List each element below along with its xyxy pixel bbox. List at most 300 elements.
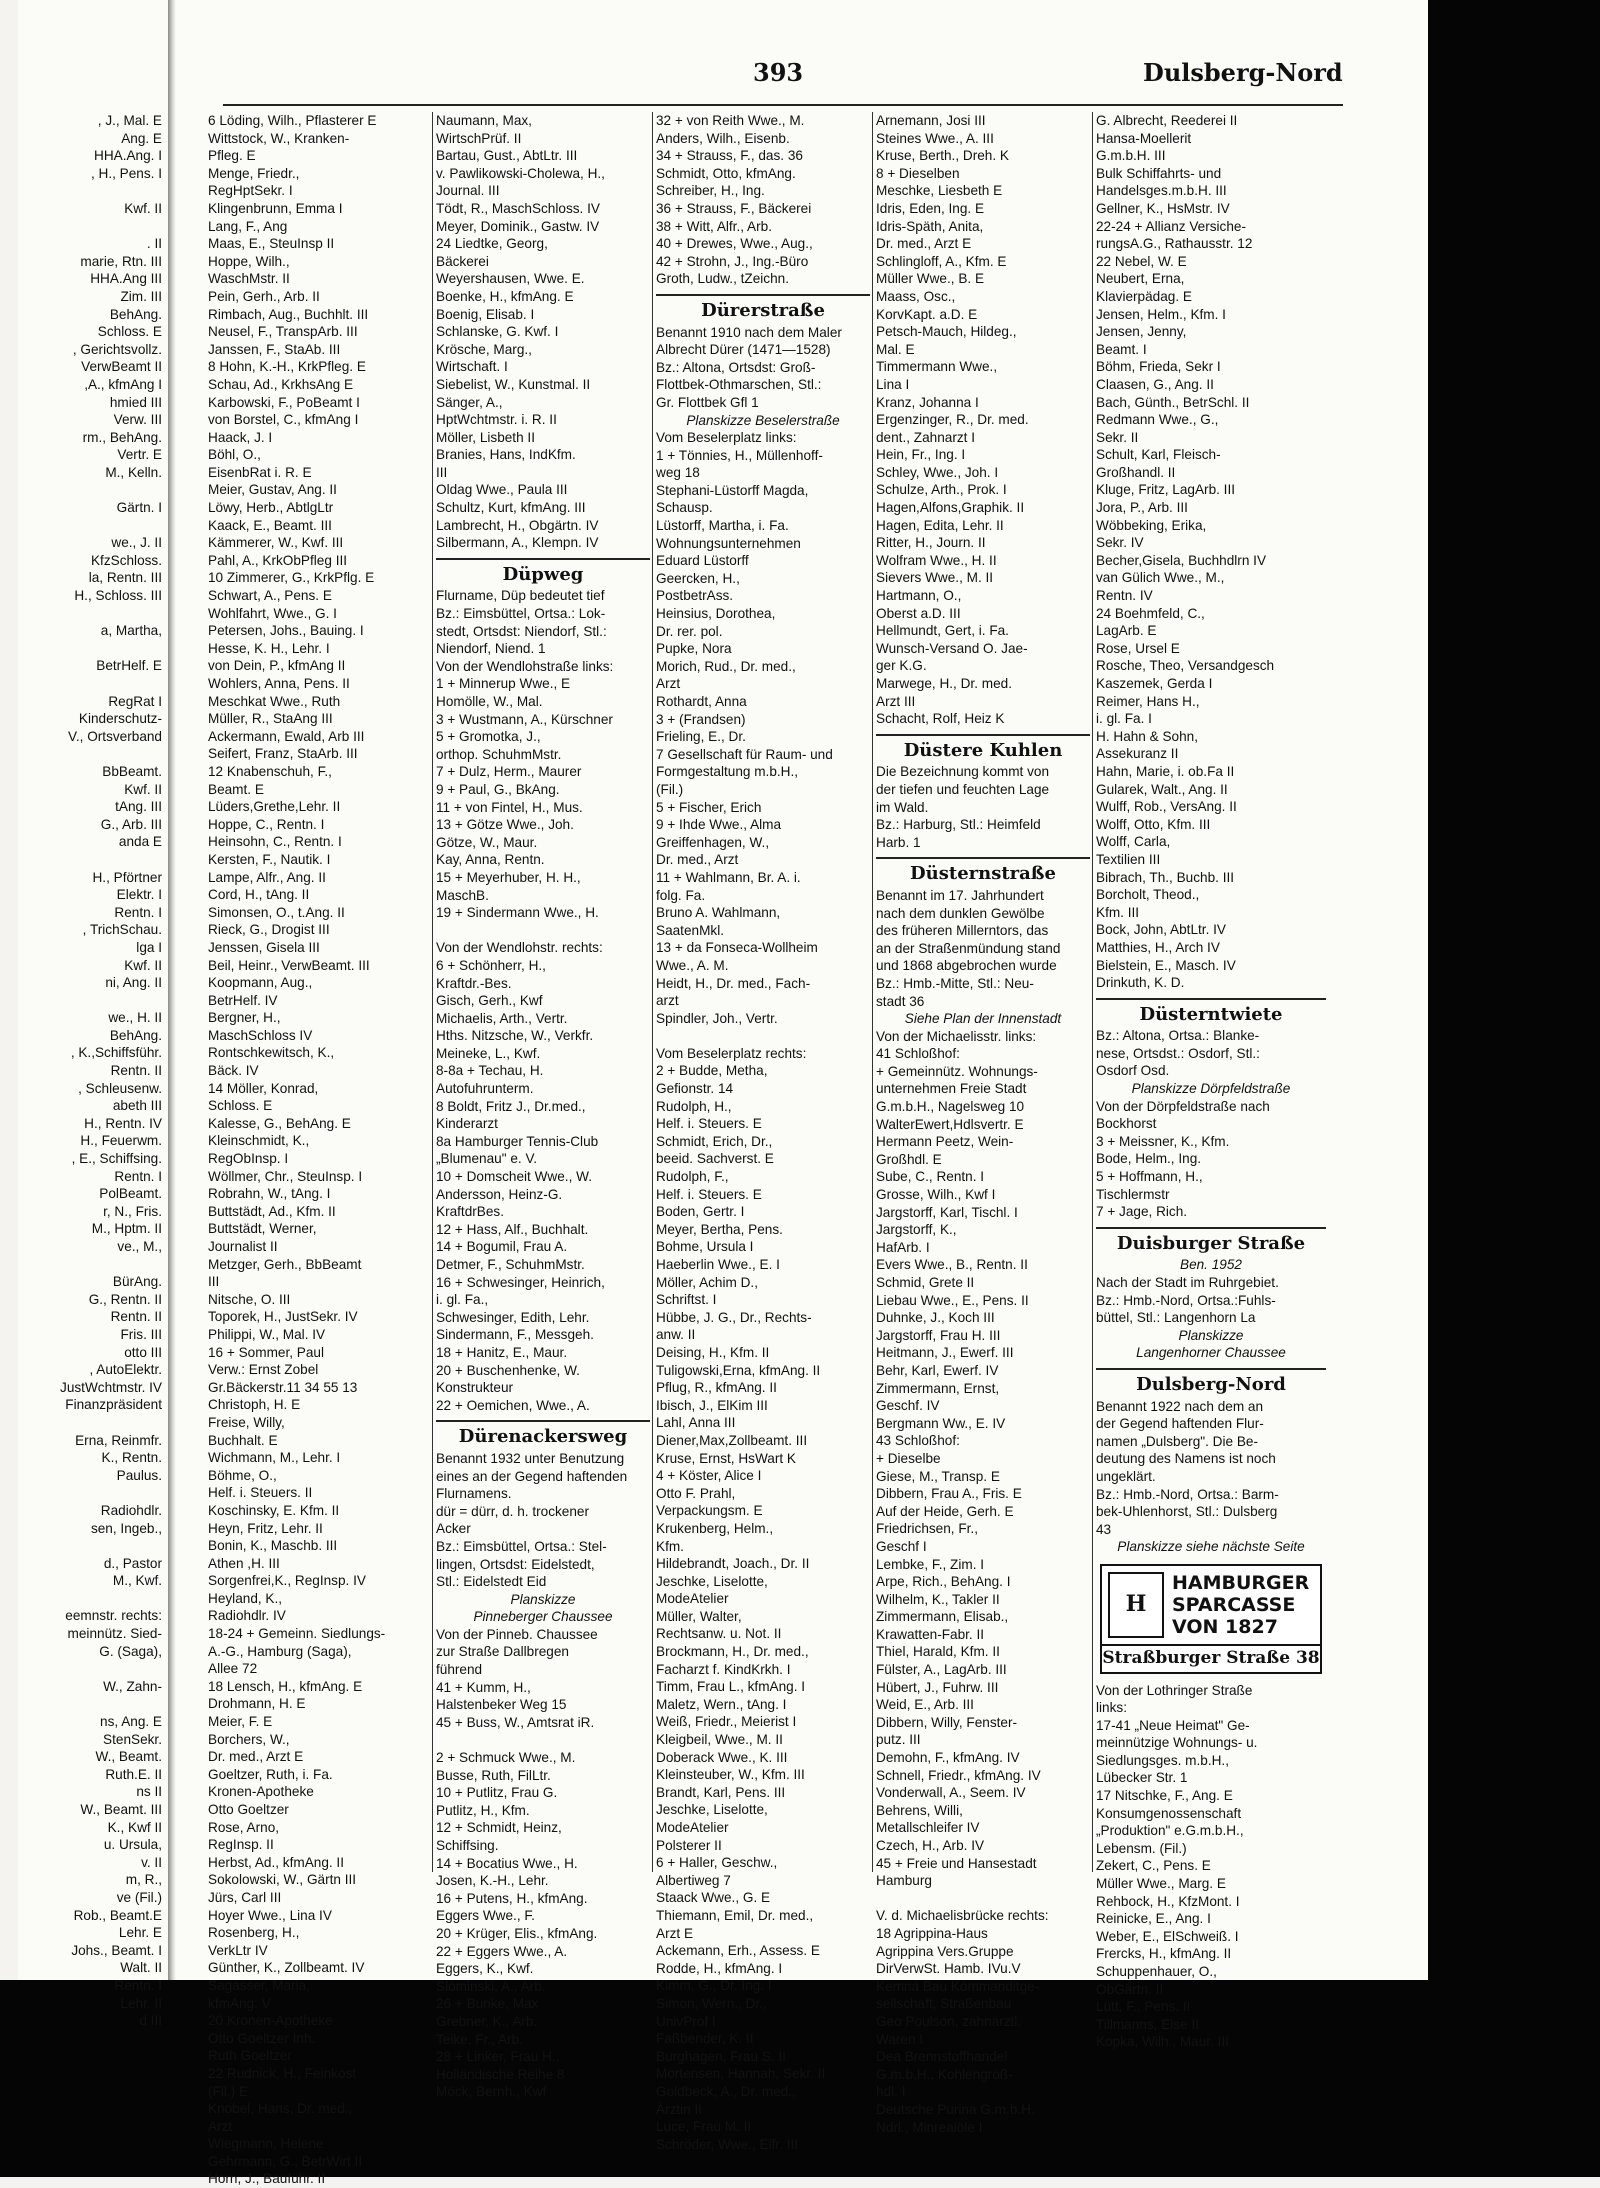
directory-entry: Kleinsteuber, W., Kfm. III xyxy=(656,1767,805,1783)
directory-entry: Kay, Anna, Rentn. xyxy=(436,852,545,868)
directory-entry: Dr. rer. pol. xyxy=(656,623,723,639)
directory-entry: Friedrichsen, Fr., xyxy=(876,1521,978,1537)
directory-entry: Brockmann, H., Dr. med., xyxy=(656,1644,809,1660)
directory-column-5 xyxy=(1096,112,1326,2050)
plan-note: Siehe Plan der Innenstadt xyxy=(904,1011,1062,1027)
fragment-line: Kwf. II xyxy=(124,957,162,973)
directory-entry: Benannt 1932 unter Benutzung xyxy=(436,1450,625,1466)
book-gutter xyxy=(168,0,176,1980)
directory-entry: Goldbeck, A., Dr. med., xyxy=(656,2083,796,2099)
directory-entry: Bz.: Hmb.-Nord, Ortsa.: Barm- xyxy=(1096,1486,1279,1502)
street-heading: Dürerstraße xyxy=(656,294,870,320)
fragment-line xyxy=(18,182,166,200)
directory-entry: Gefionstr. 14 xyxy=(656,1081,734,1097)
directory-entry: 9 + Ihde Wwe., Alma xyxy=(656,817,782,833)
fragment-line: , K.,Schiffsführ. xyxy=(70,1045,162,1061)
directory-entry xyxy=(656,1027,870,1045)
directory-entry: Schloss. E xyxy=(208,1098,273,1114)
directory-entry: Horn, J., Bauführ. II xyxy=(208,2171,326,2187)
directory-entry: Niendorf, Niend. 1 xyxy=(436,641,546,657)
directory-entry: Zimmermann, Ernst, xyxy=(876,1380,1000,1396)
directory-entry: Jenssen, Gisela III xyxy=(208,939,320,955)
directory-entry: Helf. i. Steuers. E xyxy=(656,1186,762,1202)
fragment-line: StenSekr. xyxy=(103,1731,162,1747)
directory-entry: Giese, M., Transp. E xyxy=(876,1468,1000,1484)
ad-line-1: HAMBURGER xyxy=(1172,1571,1310,1594)
bank-advertisement xyxy=(1100,1564,1322,1674)
fragment-line: Ruth.E. II xyxy=(105,1766,162,1782)
directory-entry: Wiegmann, Helene xyxy=(208,2136,324,2152)
directory-entry: Hermann Peetz, Wein- xyxy=(876,1134,1014,1150)
directory-entry: Kranz, Johanna I xyxy=(876,394,979,410)
directory-entry: Harb. 1 xyxy=(876,834,921,850)
directory-entry: Arzt xyxy=(656,676,681,692)
directory-entry: KorvKapt. a.D. E xyxy=(876,306,978,322)
directory-entry: Stl.: Eidelstedt Eid xyxy=(436,1574,547,1590)
directory-entry: Borchers, W., xyxy=(208,1731,290,1747)
fragment-line: Schloss. E xyxy=(97,324,162,340)
directory-entry: 13 + Götze Wwe., Joh. xyxy=(436,817,574,833)
directory-entry: Evers Wwe., B., Rentn. II xyxy=(876,1257,1028,1273)
directory-entry: 9 + Paul, G., BkAng. xyxy=(436,781,560,797)
directory-entry: 45 + Buss, W., Amtsrat iR. xyxy=(436,1714,595,1730)
directory-entry: Slominski, A., Arb. xyxy=(436,1978,546,1994)
directory-column-1 xyxy=(208,112,430,2187)
directory-entry: Wulff, Rob., VersAng. II xyxy=(1096,799,1237,815)
directory-entry: Meier, Gustav, Ang. II xyxy=(208,482,337,498)
directory-entry: Jensen, Helm., Kfm. I xyxy=(1096,306,1226,322)
directory-entry: Teike, Fr., Arb. xyxy=(436,2031,523,2047)
directory-entry: Ritter, H., Journ. II xyxy=(876,535,986,551)
directory-entry: Geercken, H., xyxy=(656,570,740,586)
directory-entry: Silbermann, A., Klempn. IV xyxy=(436,535,599,551)
directory-entry: Lina I xyxy=(876,376,910,392)
fragment-line: BbBeamt. xyxy=(102,763,162,779)
directory-entry: Haeberlin Wwe., E. I xyxy=(656,1257,780,1272)
directory-entry: Von der Lothringer Straße xyxy=(1096,1682,1253,1698)
directory-entry: Wolfram Wwe., H. II xyxy=(876,552,997,568)
plan-note: Planskizze Beselerstraße xyxy=(686,412,840,428)
directory-entry: Thiel, Harald, Kfm. II xyxy=(876,1644,1000,1660)
directory-entry: Großhdl. E xyxy=(876,1151,942,1167)
directory-entry: hdl. I xyxy=(876,2084,906,2100)
directory-entry: Krawatten-Fabr. II xyxy=(876,1626,985,1642)
directory-entry: Lübecker Str. 1 xyxy=(1096,1770,1188,1786)
directory-entry: 7 + Dulz, Herm., Maurer xyxy=(436,764,582,780)
directory-entry: Klavierpädag. E xyxy=(1096,288,1192,304)
directory-entry: Flurname, Düp bedeutet tief xyxy=(436,588,605,604)
directory-entry: Philippi, W., Mal. IV xyxy=(208,1326,326,1342)
directory-entry: Rieck, G., Drogist III xyxy=(208,922,330,938)
fragment-line: W., Beamt. III xyxy=(80,1802,162,1817)
directory-entry: Ibisch, J., ElKim III xyxy=(656,1397,768,1413)
directory-entry: 32 + von Reith Wwe., M. xyxy=(656,113,805,128)
directory-entry: Zekert, C., Pens. E xyxy=(1096,1858,1211,1874)
directory-entry: Behr, Karl, Ewerf. IV xyxy=(876,1362,999,1378)
fragment-line: H., Rentn. IV xyxy=(84,1115,162,1131)
directory-entry: Rechtsanw. u. Not. II xyxy=(656,1626,782,1642)
directory-entry: Gisch, Gerh., Kwf xyxy=(436,993,543,1009)
directory-entry: 8-8a + Techau, H. xyxy=(436,1063,544,1079)
directory-entry: Gularek, Walt., Ang. II xyxy=(1096,781,1228,797)
directory-entry: Dibbern, Frau A., Fris. E xyxy=(876,1486,1022,1502)
directory-entry: 5 + Hoffmann, H., xyxy=(1096,1169,1203,1185)
directory-entry: 12 Knabenschuh, F., xyxy=(208,763,332,779)
directory-entry: Weiß, Friedr., Meierist I xyxy=(656,1714,797,1730)
directory-entry: Koopmann, Aug., xyxy=(208,975,313,991)
directory-entry: Reinicke, E., Ang. I xyxy=(1096,1911,1211,1927)
directory-entry: 40 + Drewes, Wwe., Aug., xyxy=(656,236,813,252)
directory-entry: 7 + Jage, Rich. xyxy=(1096,1204,1188,1220)
directory-entry: Stephani-Lüstorff Magda, xyxy=(656,482,809,498)
directory-entry: Wolff, Otto, Kfm. III xyxy=(1096,816,1211,832)
directory-entry: Hein, Fr., Ing. I xyxy=(876,447,966,463)
directory-entry: (Fil.) xyxy=(656,781,684,797)
directory-entry: „Produktion" e.G.m.b.H., xyxy=(1096,1823,1244,1839)
directory-entry: Dr. med., Arzt xyxy=(656,852,739,868)
directory-entry: Wwe., A. M. xyxy=(656,957,729,973)
directory-entry: Weber, E., ElSchweiß. I xyxy=(1096,1928,1239,1944)
directory-entry: Schuppenhauer, O., xyxy=(1096,1964,1217,1979)
directory-entry: Deutsche Purina G.m.b.H. xyxy=(876,2101,1035,2117)
directory-entry: DirVerwSt. Hamb. IVu.V xyxy=(876,1961,1021,1977)
directory-entry: Schausp. xyxy=(656,500,713,516)
directory-entry: Hübbe, J. G., Dr., Rechts- xyxy=(656,1309,812,1325)
directory-entry: Acker xyxy=(436,1521,471,1537)
directory-entry: Müller Wwe., Marg. E xyxy=(1096,1876,1226,1892)
directory-entry: Goeltzer, Ruth, i. Fa. xyxy=(208,1766,333,1782)
directory-entry: 43 xyxy=(1096,1521,1112,1537)
directory-entry: Bruno A. Wahlmann, xyxy=(656,905,781,921)
directory-entry: Schröder, Wwe., Elfr. III xyxy=(656,2136,799,2152)
fragment-line: Zim. III xyxy=(120,288,162,304)
directory-entry: Bulk Schiffahrts- und xyxy=(1096,165,1222,181)
directory-entry: Agrippina Vers.Gruppe xyxy=(876,1943,1014,1959)
fragment-line: v. II xyxy=(141,1854,162,1870)
directory-entry: im Wald. xyxy=(876,799,929,815)
directory-entry: Morich, Rud., Dr. med., xyxy=(656,658,796,674)
directory-entry: Hagen,Alfons,Graphik. II xyxy=(876,500,1025,516)
header-rule xyxy=(223,104,1343,106)
directory-entry: VerkLtr IV xyxy=(208,1942,268,1958)
fragment-line: G. (Saga), xyxy=(99,1643,162,1659)
directory-entry: Ergenzinger, R., Dr. med. xyxy=(876,412,1029,428)
directory-entry: Schlingloff, A., Kfm. E xyxy=(876,253,1007,269)
directory-entry: Koschinsky, E. Kfm. II xyxy=(208,1502,340,1518)
directory-entry: Schnell, Friedr., kfmAng. IV xyxy=(876,1767,1041,1783)
fragment-line xyxy=(18,517,166,535)
directory-entry: Borcholt, Theod., xyxy=(1096,887,1200,903)
directory-entry: Schau, Ad., KrkhsAng E xyxy=(208,376,354,392)
directory-entry: Neusel, F., TranspArb. III xyxy=(208,324,358,340)
fragment-line: marie, Rtn. III xyxy=(80,253,162,269)
directory-entry: nach dem dunklen Gewölbe xyxy=(876,905,1045,921)
directory-entry: Jeschke, Liselotte, xyxy=(656,1573,768,1589)
directory-entry: Maletz, Wern., tAng. I xyxy=(656,1696,787,1712)
fragment-line: abeth III xyxy=(112,1098,162,1114)
directory-entry: Redmann Wwe., G., xyxy=(1096,412,1219,428)
fragment-line xyxy=(18,851,166,869)
fragment-line: Erna, Reinmfr. xyxy=(75,1432,162,1448)
directory-entry: EisenbRat i. R. E xyxy=(208,464,312,480)
directory-entry: Geschf. IV xyxy=(876,1398,940,1414)
fragment-line: RegRat I xyxy=(108,693,162,709)
directory-entry: Schwesinger, Edith, Lehr. xyxy=(436,1309,590,1325)
directory-entry: Athen ,H. III xyxy=(208,1555,280,1571)
plan-note: Planskizze Dörpfeldstraße xyxy=(1131,1081,1291,1097)
fragment-line xyxy=(18,1695,166,1713)
directory-entry: rungsA.G., Rathausstr. 12 xyxy=(1096,236,1253,252)
directory-entry: Greiffenhagen, W., xyxy=(656,834,770,850)
directory-entry: Beamt. E xyxy=(208,781,264,797)
fragment-line: ns II xyxy=(136,1784,162,1800)
directory-entry: Schley, Wwe., Joh. I xyxy=(876,464,999,480)
directory-entry: sellschaft, Straßenbau xyxy=(876,1996,1012,2012)
directory-entry: Rothardt, Anna xyxy=(656,694,747,709)
directory-entry: stadt 36 xyxy=(876,993,925,1009)
directory-entry: Ndrl., Minrealöle I xyxy=(876,2119,983,2135)
directory-entry: Mal. E xyxy=(876,341,915,357)
directory-entry: Schult, Karl, Fleisch- xyxy=(1096,447,1221,463)
directory-entry: III xyxy=(436,464,448,480)
fragment-line xyxy=(18,1414,166,1432)
directory-entry: 11 + von Fintel, H., Mus. xyxy=(436,799,583,815)
directory-entry: Homölle, W., Mal. xyxy=(436,694,543,709)
plan-note: Planskizze xyxy=(510,1591,576,1607)
directory-entry: Boenke, H., kfmAng. E xyxy=(436,288,574,304)
directory-entry: 2 + Budde, Metha, xyxy=(656,1063,768,1079)
directory-entry: Wirtschaft. I xyxy=(436,359,508,375)
directory-entry: Bode, Helm., Ing. xyxy=(1096,1151,1202,1167)
directory-entry: Die Bezeichnung kommt von xyxy=(876,764,1050,780)
fragment-line xyxy=(18,675,166,693)
directory-entry: Dea Brennstoffhandel xyxy=(876,2049,1008,2065)
directory-entry: Jargstorff, K., xyxy=(876,1222,957,1238)
directory-entry: Duhnke, J., Koch III xyxy=(876,1310,995,1326)
directory-entry: Arzt xyxy=(208,2118,233,2134)
directory-entry: Kersten, F., Nautik. I xyxy=(208,851,331,867)
bank-logo-icon: H xyxy=(1108,1572,1164,1638)
directory-entry: 38 + Witt, Alfr., Arb. xyxy=(656,218,772,234)
fragment-line: m, R., xyxy=(125,1872,162,1888)
directory-entry: Bergmann Ww., E. IV xyxy=(876,1415,1006,1431)
fragment-line xyxy=(18,481,166,499)
directory-entry: Sagasser, Maria, xyxy=(208,1977,310,1993)
directory-entry: Kemna Bau Kommanditge- xyxy=(876,1978,1040,1994)
directory-entry: 6 + Schönherr, H., xyxy=(436,957,546,973)
directory-entry: Heinsohn, C., Rentn. I xyxy=(208,834,342,850)
directory-entry: Weid, E., Arb. III xyxy=(876,1697,974,1713)
directory-entry: Arzt E xyxy=(656,1925,694,1941)
directory-entry: Boden, Gertr. I xyxy=(656,1204,745,1220)
directory-entry: von Dein, P., kfmAng II xyxy=(208,658,346,674)
directory-entry: 10 + Putlitz, Frau G. xyxy=(436,1785,558,1801)
fragment-line: tAng. III xyxy=(115,799,162,815)
directory-entry: Siedlungsges. m.b.H., xyxy=(1096,1752,1229,1768)
directory-entry: Krukenberg, Helm., xyxy=(656,1520,774,1536)
directory-entry: Wohlfahrt, Wwe., G. I xyxy=(208,605,337,621)
directory-entry: Oberst a.D. III xyxy=(876,605,961,621)
directory-entry: Knobel, Hans, Dr. med., xyxy=(208,2101,353,2117)
directory-entry: 13 + da Fonseca-Wollheim xyxy=(656,940,818,956)
directory-entry: Kleigbeil, Wwe., M. II xyxy=(656,1732,783,1748)
fragment-line: Rentn. I xyxy=(114,904,162,920)
directory-entry: 41 Schloßhof: xyxy=(876,1046,960,1062)
directory-entry: meinnützige Wohnungs- u. xyxy=(1096,1735,1258,1751)
directory-entry: Kronen-Apotheke xyxy=(208,1784,314,1800)
directory-entry: Bockhorst xyxy=(1096,1116,1157,1132)
directory-entry: weg 18 xyxy=(656,465,700,481)
directory-entry: dür = dürr, d. h. trockener xyxy=(436,1503,590,1519)
directory-entry: Pfleg. E xyxy=(208,148,256,164)
directory-entry: Möller, Achim D., xyxy=(656,1274,758,1290)
fragment-line: Rob., Beamt.E xyxy=(73,1907,162,1923)
fragment-line: lga I xyxy=(136,939,162,955)
directory-entry: eines an der Gegend haftenden xyxy=(436,1468,628,1484)
fragment-line: Rentn. II xyxy=(110,1309,162,1325)
fragment-line xyxy=(18,218,166,236)
directory-entry: Hellmundt, Gert, i. Fa. xyxy=(876,623,1009,639)
directory-entry: Albrecht Dürer (1471—1528) xyxy=(656,342,831,358)
fragment-line: Lehr. II xyxy=(120,1995,162,2011)
directory-entry: 24 Boehmfeld, C., xyxy=(1096,605,1205,621)
plan-note: Planskizze siehe nächste Seite xyxy=(1117,1539,1305,1555)
directory-entry: Kaack, E., Beamt. III xyxy=(208,517,332,533)
directory-entry: Putlitz, H., Kfm. xyxy=(436,1802,530,1818)
directory-entry: 17-41 „Neue Heimat" Ge- xyxy=(1096,1717,1250,1733)
directory-entry: der tiefen und feuchten Lage xyxy=(876,781,1050,797)
directory-entry: Buttstädt, Werner, xyxy=(208,1221,317,1237)
fragment-line: Rentn. II xyxy=(110,1063,162,1079)
directory-entry: Meyer, Dominik., Gastw. IV xyxy=(436,218,600,234)
directory-entry: Kaszemek, Gerda I xyxy=(1096,676,1213,691)
directory-entry: Jeschke, Liselotte, xyxy=(656,1802,768,1818)
fragment-line: Vertr. E xyxy=(117,447,162,463)
fragment-line: Radiohdlr. xyxy=(100,1502,162,1518)
directory-entry: Gehrmann, G., BetrWirt II xyxy=(208,2153,363,2169)
directory-entry: Rose, Arno, xyxy=(208,1819,280,1835)
directory-entry: dent., Zahnarzt I xyxy=(876,429,975,445)
directory-entry: Sindermann, F., Messgeh. xyxy=(436,1327,594,1343)
directory-entry: Branies, Hans, IndKfm. xyxy=(436,447,576,463)
directory-entry: Bielstein, E., Masch. IV xyxy=(1096,957,1236,973)
directory-entry: ModeAtelier xyxy=(656,1820,729,1835)
directory-entry: Sorgenfrei,K., RegInsp. IV xyxy=(208,1573,366,1589)
directory-entry: Pupke, Nora xyxy=(656,641,732,657)
directory-entry: Simon, Wern., Dr., xyxy=(656,1995,767,2011)
directory-entry: 18 + Hanitz, E., Maur. xyxy=(436,1344,568,1360)
directory-entry: Götze, W., Maur. xyxy=(436,834,538,850)
directory-entry: Toporek, H., JustSekr. IV xyxy=(208,1309,358,1325)
directory-entry: Möller, Lisbeth II xyxy=(436,429,535,445)
directory-entry: Flurnamens. xyxy=(436,1486,512,1502)
street-heading: Düsterntwiete xyxy=(1096,998,1326,1024)
directory-entry: Formgestaltung m.b.H., xyxy=(656,764,799,780)
directory-entry: Otto F. Prahl, xyxy=(656,1485,736,1501)
fragment-line: otto III xyxy=(124,1344,162,1360)
directory-entry: Buchhalt. E xyxy=(208,1432,278,1448)
directory-entry: Facharzt f. KindKrkh. I xyxy=(656,1661,791,1677)
directory-entry: Wohlers, Anna, Pens. II xyxy=(208,676,350,691)
directory-entry: Wittstock, W., Kranken- xyxy=(208,130,350,146)
directory-entry: orthop. SchuhmMstr. xyxy=(436,746,562,762)
directory-entry: Müller, R., StaAng III xyxy=(208,711,333,727)
directory-entry: Kraftdr.-Bes. xyxy=(436,975,512,991)
directory-entry: Schwart, A., Pens. E xyxy=(208,588,332,604)
directory-entry: büttel, Stl.: Langenhorn La xyxy=(1096,1310,1256,1326)
directory-entry: Radiohdlr. IV xyxy=(208,1608,286,1624)
street-heading: Duisburger Straße xyxy=(1096,1227,1326,1253)
directory-entry: Burghagen, Frau S. II xyxy=(656,2048,786,2064)
directory-entry: Verw.: Ernst Zobel xyxy=(208,1362,319,1378)
directory-entry: Josen, K.-H., Lehr. xyxy=(436,1873,549,1889)
directory-entry: 41 + Kumm, H., xyxy=(436,1679,531,1695)
ad-address: Straßburger Straße 38 xyxy=(1102,1644,1320,1672)
fragment-line: BehAng. xyxy=(109,1027,162,1043)
directory-entry: führend xyxy=(436,1662,483,1678)
directory-entry: Spindler, Joh., Vertr. xyxy=(656,1010,778,1026)
directory-entry: Lütt, F., Pens. II xyxy=(1096,1999,1191,2015)
column-rule xyxy=(872,112,873,1872)
directory-entry: Liebau Wwe., E., Pens. II xyxy=(876,1292,1029,1308)
directory-entry: Heyn, Fritz, Lehr. II xyxy=(208,1520,323,1536)
fragment-line: Rentn. I xyxy=(114,1977,162,1993)
directory-entry: von Borstel, C., kfmAng I xyxy=(208,412,359,428)
directory-entry: Kalesse, G., BehAng. E xyxy=(208,1115,351,1131)
directory-entry: Claasen, G., Ang. II xyxy=(1096,376,1214,392)
directory-entry: Boenig, Elisab. I xyxy=(436,306,535,322)
directory-entry: Doberack Wwe., K. III xyxy=(656,1749,788,1765)
fragment-line: Rentn. I xyxy=(114,1168,162,1184)
directory-entry: Simonsen, O., t.Ang. II xyxy=(208,904,345,920)
directory-entry: Geschf I xyxy=(876,1538,927,1554)
directory-entry: 4 + Köster, Alice I xyxy=(656,1468,762,1484)
fragment-line: Gärtn. I xyxy=(116,500,162,516)
directory-entry: + Gemeinnütz. Wohnungs- xyxy=(876,1063,1038,1079)
directory-entry: Meschke, Liesbeth E xyxy=(876,183,1003,199)
fragment-line xyxy=(18,605,166,623)
directory-entry: Frercks, H., kfmAng. II xyxy=(1096,1946,1232,1962)
directory-column-3 xyxy=(656,112,870,2152)
directory-entry: KraftdrBes. xyxy=(436,1204,504,1220)
fragment-line: , H., Pens. I xyxy=(90,165,162,181)
directory-entry: Allee 72 xyxy=(208,1661,258,1677)
directory-entry: 14 + Bocatius Wwe., H. xyxy=(436,1855,578,1871)
directory-entry: Osdorf Osd. xyxy=(1096,1063,1170,1079)
directory-entry: und 1868 abgebrochen wurde xyxy=(876,958,1057,974)
directory-entry: Schacht, Rolf, Heiz K xyxy=(876,711,1005,727)
directory-entry: Löwy, Herb., AbtlgLtr xyxy=(208,500,334,516)
directory-entry: 34 + Strauss, F., das. 36 xyxy=(656,148,803,164)
directory-entry: Jensen, Jenny, xyxy=(1096,324,1187,340)
directory-entry: Groth, Ludw., tZeichn. xyxy=(656,271,789,287)
directory-entry: Benannt 1922 nach dem an xyxy=(1096,1398,1264,1414)
directory-entry: Mortensen, Hannah, Sekr. II xyxy=(656,2066,826,2082)
fragment-line xyxy=(18,745,166,763)
directory-entry: Eggers, K., Kwf. xyxy=(436,1961,534,1977)
directory-entry: stedt, Ortsdst: Niendorf, Stl.: xyxy=(436,623,607,639)
fragment-line: d III xyxy=(139,2013,162,2029)
directory-entry: Hesse, K. H., Lehr. I xyxy=(208,640,330,656)
directory-entry: MaschSchloss IV xyxy=(208,1027,313,1043)
directory-entry: Bäckerei xyxy=(436,253,489,269)
directory-entry: Eduard Lüstorff xyxy=(656,553,749,569)
fragment-line: Kwf. II xyxy=(124,781,162,797)
directory-entry: 1 + Tönnies, H., Müllenhoff- xyxy=(656,447,823,463)
directory-entry: Idris, Eden, Ing. E xyxy=(876,200,985,216)
directory-entry: Kfm. xyxy=(656,1538,684,1554)
directory-entry: Bibrach, Th., Buchb. III xyxy=(1096,869,1235,885)
